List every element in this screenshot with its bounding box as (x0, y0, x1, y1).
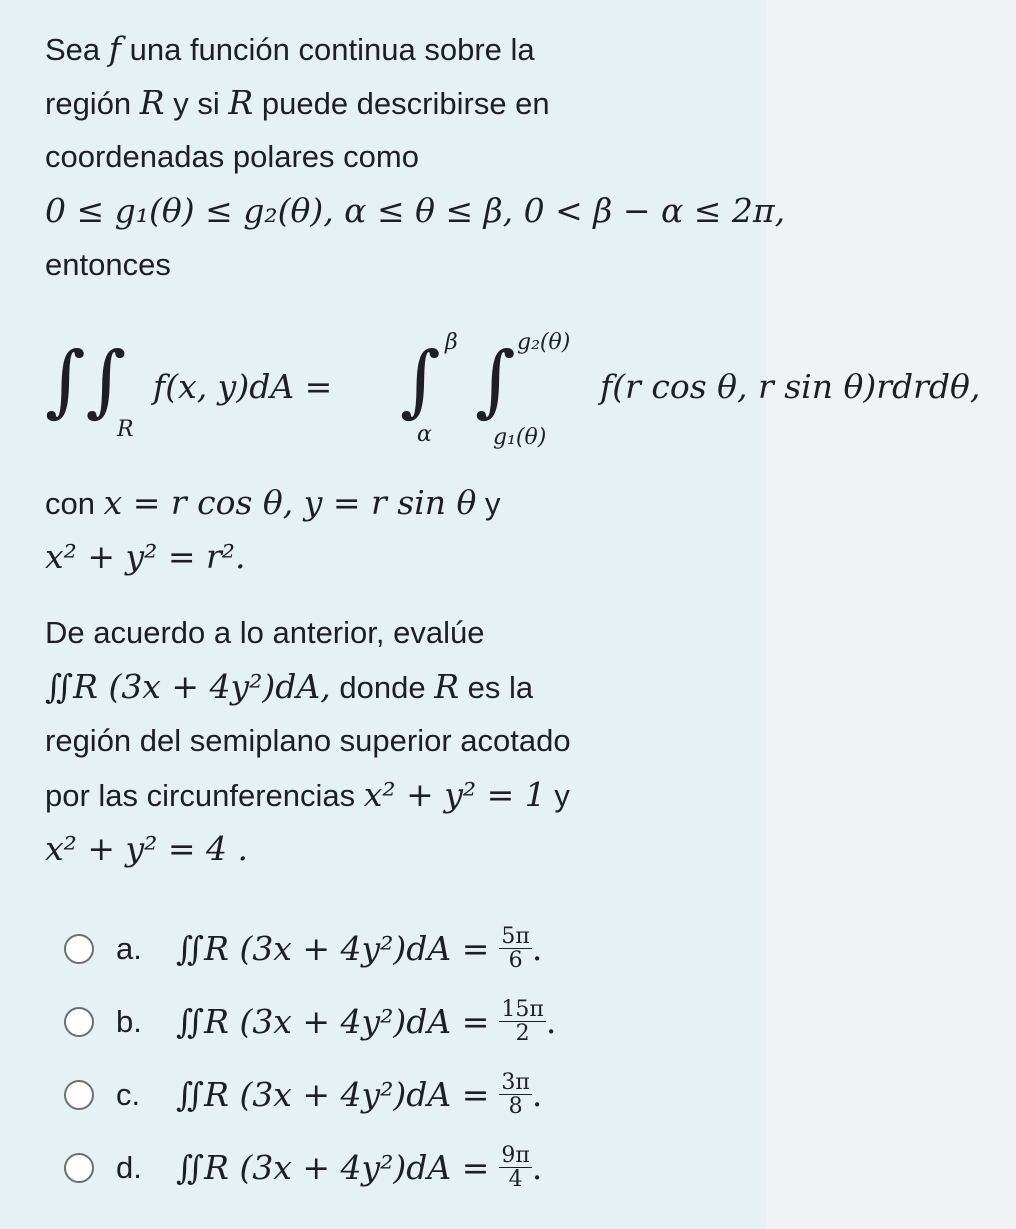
option-a[interactable] (64, 912, 556, 985)
numerator: 15π (501, 996, 544, 1022)
text: donde (330, 670, 435, 705)
radio-button-c[interactable] (64, 1080, 94, 1110)
math-R: R (139, 83, 165, 122)
option-math (176, 1144, 542, 1191)
option-expression: ∬R (3x + 4y²)dA = (176, 1075, 490, 1114)
math-R: R (434, 667, 460, 706)
text: puede describirse en (253, 86, 550, 121)
text: una función continua sobre la (121, 32, 535, 67)
limit-beta: β (445, 330, 458, 355)
option-math (176, 998, 556, 1045)
option-b[interactable] (64, 985, 556, 1058)
integral-sign-theta: ∫ (400, 336, 441, 426)
option-math (176, 925, 542, 972)
period: . (531, 1148, 543, 1187)
radio-button-a[interactable] (64, 934, 94, 964)
question-line-5: entonces (45, 247, 171, 282)
option-expression: ∬R (3x + 4y²)dA = (176, 1148, 490, 1187)
numerator: 5π (501, 923, 530, 949)
region-line: región del semiplano superior acotado (45, 723, 571, 758)
option-math (176, 1071, 542, 1118)
option-c[interactable] (64, 1058, 556, 1131)
option-letter: c. (116, 1076, 141, 1112)
text: por las circunferencias (45, 778, 364, 813)
math-circle-1: x² + y² = 1 (363, 775, 546, 814)
text: y (545, 778, 570, 813)
circles-line (45, 768, 1005, 822)
text: es la (459, 670, 534, 705)
numerator: 3π (501, 1069, 530, 1095)
period: . (531, 1075, 543, 1114)
option-letter: a. (116, 930, 142, 966)
denominator: 4 (508, 1167, 523, 1192)
text: Sea (45, 32, 109, 67)
integral-line (45, 660, 1005, 714)
denominator: 6 (508, 948, 523, 973)
text: y si (164, 86, 229, 121)
numerator: 9π (501, 1142, 530, 1168)
substitution-line (45, 476, 1005, 530)
math-right-side: f(r cos θ, r sin θ)rdrdθ, (600, 367, 981, 406)
math-polar-condition: 0 ≤ g₁(θ) ≤ g₂(θ), α ≤ θ ≤ β, 0 < β − α ≤ 2π, (45, 191, 786, 230)
math-left-side: f(x, y)dA = (153, 367, 333, 406)
period: . (531, 929, 543, 968)
limit-alpha: α (417, 422, 432, 447)
polar-condition (45, 184, 1005, 238)
question-line-3: coordenadas polares como (45, 139, 419, 174)
math-f: f (108, 29, 121, 68)
option-letter: d. (116, 1149, 142, 1185)
math-R: R (228, 83, 254, 122)
question-text (45, 22, 1005, 876)
limit-g2: g₂(θ) (517, 330, 571, 355)
denominator: 2 (515, 1021, 530, 1046)
fraction (499, 1144, 531, 1191)
math-circle-2: x² + y² = 4 . (45, 829, 248, 868)
option-expression: ∬R (3x + 4y²)dA = (176, 1002, 490, 1041)
option-letter: b. (116, 1003, 142, 1039)
radio-button-d[interactable] (64, 1153, 94, 1183)
fraction (499, 925, 531, 972)
question-line-1 (45, 22, 1005, 76)
denominator: 8 (508, 1094, 523, 1119)
polar-integral-formula (45, 322, 1016, 462)
answer-options (64, 912, 556, 1204)
identity-line (45, 530, 1005, 584)
option-expression: ∬R (3x + 4y²)dA = (176, 929, 490, 968)
radio-button-b[interactable] (64, 1007, 94, 1037)
text: y (476, 486, 501, 521)
period: . (545, 1002, 557, 1041)
integral-sign-r: ∫ (475, 336, 516, 426)
evaluate-line: De acuerdo a lo anterior, evalúe (45, 615, 485, 650)
fraction (499, 1071, 531, 1118)
math-integral: ∬R (3x + 4y²)dA, (45, 667, 331, 706)
limit-R: R (117, 417, 134, 442)
question-line-2 (45, 76, 1005, 130)
limit-g1: g₁(θ) (493, 425, 547, 450)
math-substitution: x = r cos θ, y = r sin θ (103, 483, 477, 522)
text: región (45, 86, 140, 121)
text: con (45, 486, 104, 521)
option-d[interactable] (64, 1131, 556, 1204)
circle-2-line (45, 822, 1005, 876)
integral-sign: ∫∫ (45, 336, 127, 426)
math-identity: x² + y² = r². (45, 537, 246, 576)
fraction (499, 998, 545, 1045)
